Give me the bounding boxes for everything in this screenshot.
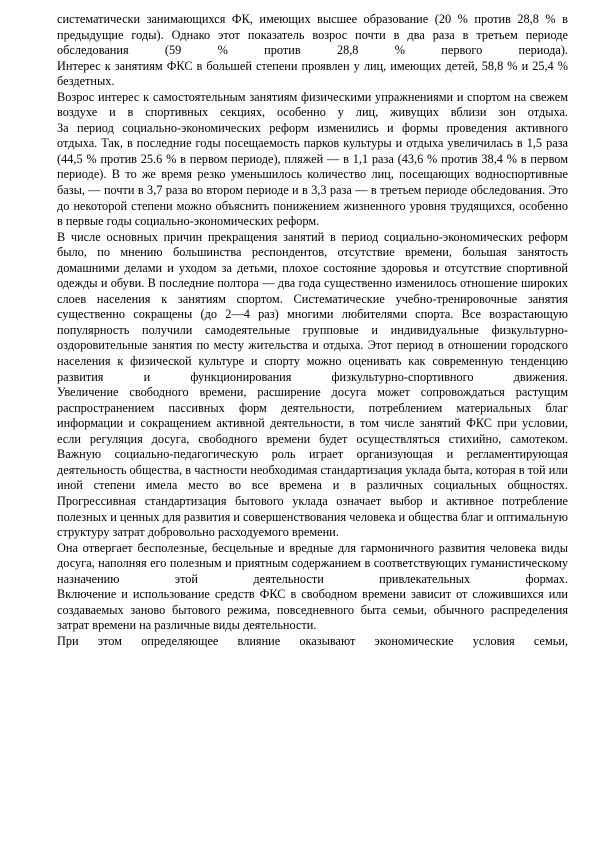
paragraph-standardization: Прогрессивная стандартизация бытового уклада означает выбор и активное потребление полезных и ценных для развития и совершенствования человека и общества благ и оптимальную структуру затрат добровольно расходуемого времени. xyxy=(57,493,568,540)
paragraph-inclusion: Включение и использование средств ФКС в свободном времени зависит от сложившихся или создаваемых заново бытового режима, повседневного быта семьи, обычного распределения затрат времени на различные виды деятельности. xyxy=(57,587,568,633)
paragraph-free-time: Увеличение свободного времени, расширение досуга может сопровождаться растущим распространением пассивных форм деятельности, потреблением материальных благ информации и сокращением активной деятельности, в том числе занятий ФКС при условии, если регуляция досуга, свободного времени будет осуществляться стихийно, самотеком. xyxy=(57,385,568,446)
paragraph-outdoor-interest: Возрос интерес к самостоятельным занятиям физическими упражнениями и спортом на свежем воздухе и в спортивных секциях, особенно у лиц, живущих вблизи зон отдыха. xyxy=(57,89,568,120)
paragraph-education-share: систематически занимающихся ФК, имеющих высшее образование (20 % против 28,8 % в предыдущие годы). Однако этот показатель возрос почти в два раза в третьем периоде обследования (59 % против 28,8 % первого периода). xyxy=(57,12,568,58)
document-page xyxy=(57,12,568,649)
paragraph-interest-parents: Интерес к занятиям ФКС в большей степени проявлен у лиц, имеющих детей, 58,8 % и 25,4 % бездетных. xyxy=(57,58,568,89)
paragraph-economic-conditions: При этом определяющее влияние оказывают экономические условия семьи, xyxy=(57,633,568,648)
paragraph-harmony: Она отвергает бесполезные, бесцельные и вредные для гармоничного развития человека виды досуга, наполняя его полезным и приятным содержанием в соответствующих гуманистическому назначению этой деятельности привлекательных формах. xyxy=(57,540,568,586)
paragraph-social-role: Важную социально-педагогическую роль играет организующая и регламентирующая деятельность общества, в частности необходимая стандартизация уклада быта, которая в той или иной степени имела место во все времена и в различных социальных общностях. xyxy=(57,447,568,493)
paragraph-reasons: В числе основных причин прекращения занятий в период социально-экономических реформ было, по мнению большинства респондентов, отсутствие времени, большая занятость домашними делами и уходом за детьми, плохое состояние здоровья и отсутствие спортивной одежды и обуви. В последние полтора — два года существенно изменилось отношение широких слоев населения к занятиям спортом. Систематические учебно-тренировочные занятия существенно сокращены (до 2—4 раз) многими любителями спорта. Все возрастающую популярность получили самодеятельные групповые и индивидуальные физкультурно-оздоровительные занятия по месту жительства и отдыха. Этот период в отношении городского населения к физической культуре и спорту можно оценивать как современную тенденцию развития и функционирования физкультурно-спортивного движения. xyxy=(57,229,568,384)
paragraph-leisure-forms: За период социально-экономических реформ изменились и формы проведения активного отдыха. Так, в последние годы посещаемость парков культуры и отдыха увеличилась в 1,5 раза (44,5 % против 25.6 % в первом периоде), пляжей — в 1,1 раза (43,6 % против 38,4 % в первом периоде). В то же время резко уменьшилось количество лиц, посещающих водноспортивные базы, — почти в 3,7 раза во втором периоде и в 3,3 раза — в третьем периоде обследования. Это до некоторой степени можно объяснить понижением жизненного уровня трудящихся, особенно в первые годы социально-экономических реформ. xyxy=(57,120,568,229)
